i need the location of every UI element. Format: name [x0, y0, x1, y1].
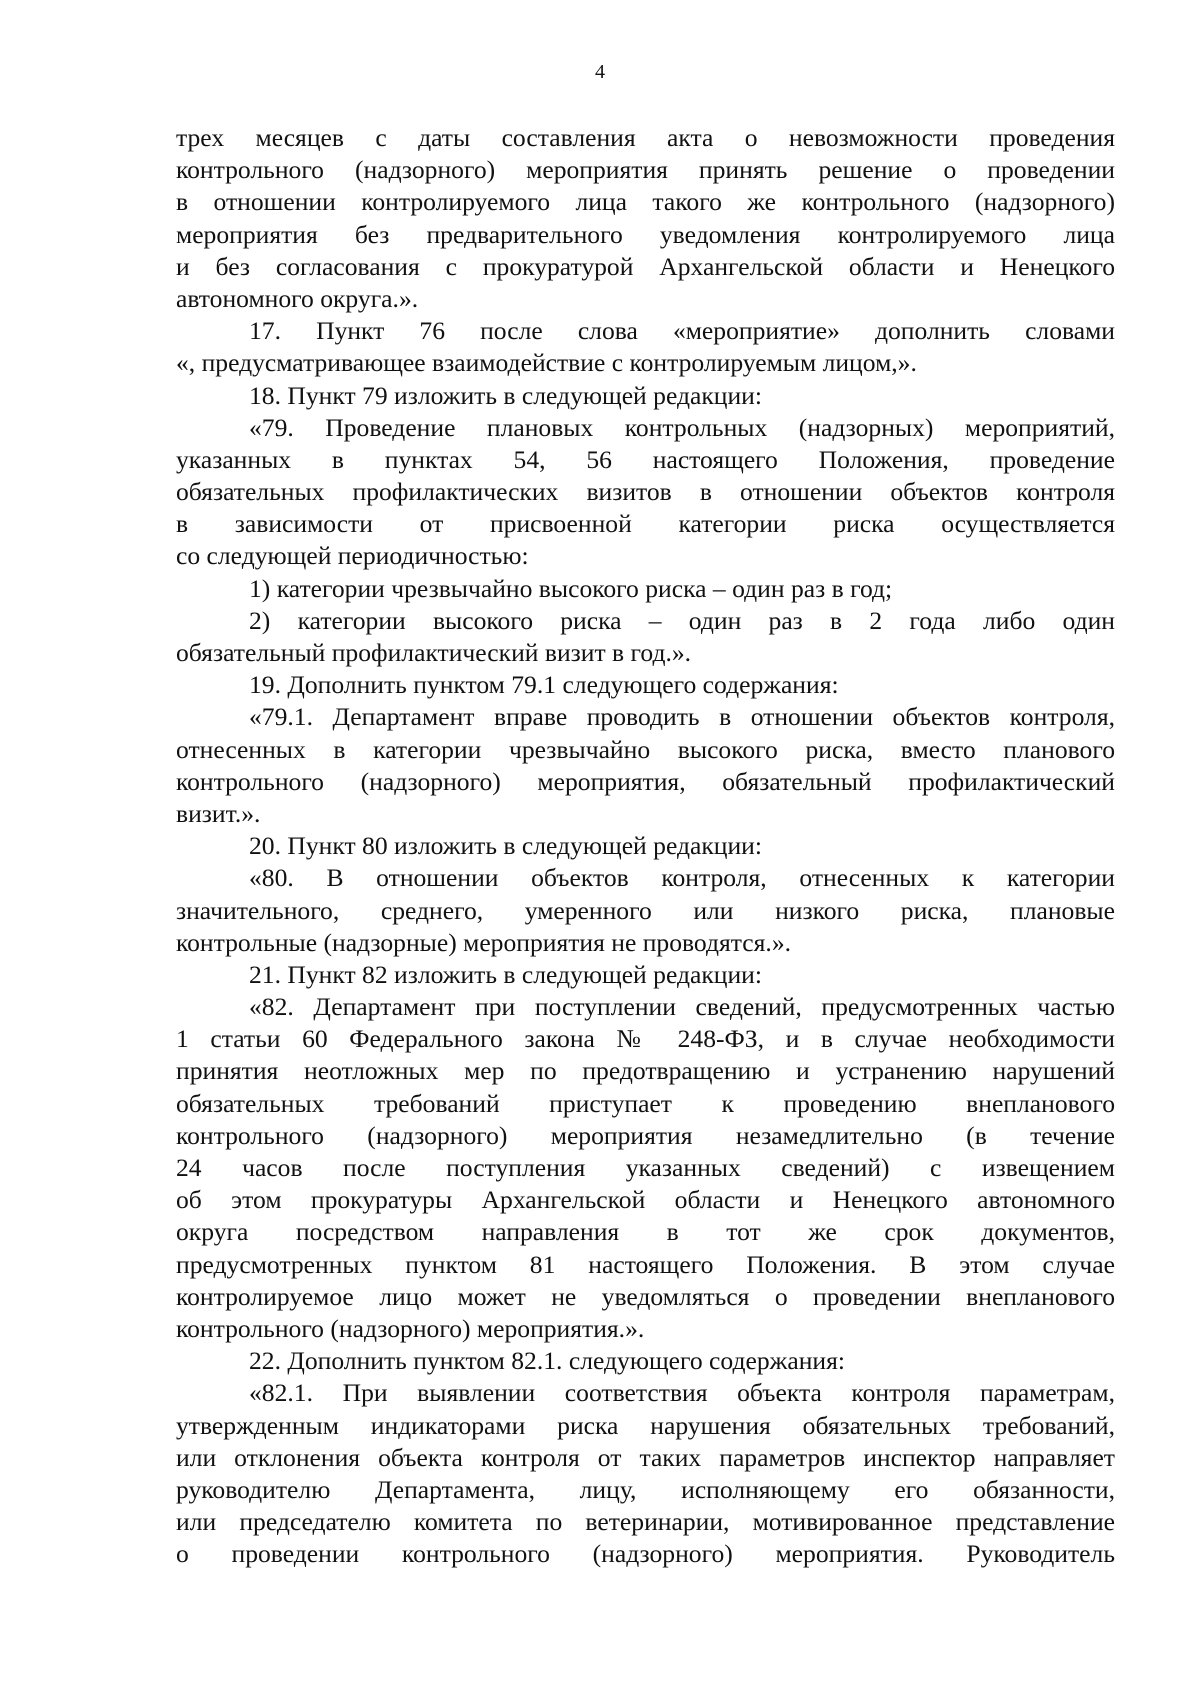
text-line: указанных в пунктах 54, 56 настоящего Положения, проведение	[176, 444, 1115, 474]
text-line: 20. Пункт 80 изложить в следующей редакции:	[249, 831, 762, 861]
text-line: контрольного (надзорного) мероприятия незамедлительно (в течение	[176, 1120, 1115, 1150]
text-line: предусмотренных пунктом 81 настоящего Положения. В этом случае	[176, 1249, 1115, 1279]
text-line: обязательных профилактических визитов в отношении объектов контроля	[176, 477, 1115, 507]
text-line: «82.1. При выявлении соответствия объекта контроля параметрам,	[249, 1378, 1115, 1408]
text-line: в зависимости от присвоенной категории риска осуществляется	[176, 509, 1115, 539]
text-line: контрольного (надзорного) мероприятия, обязательный профилактический	[176, 766, 1115, 796]
text-line: значительного, среднего, умеренного или низкого риска, плановые	[176, 895, 1115, 925]
text-line: трех месяцев с даты составления акта о невозможности проведения	[176, 123, 1115, 152]
text-line: принятия неотложных мер по предотвращению и устранению нарушений	[176, 1056, 1115, 1086]
text-line: «82. Департамент при поступлении сведений, предусмотренных частью	[249, 992, 1115, 1022]
text-line: 24 часов после поступления указанных сведений) с извещением	[176, 1153, 1115, 1182]
text-line: визит.».	[176, 798, 261, 828]
text-line: 18. Пункт 79 изложить в следующей редакции:	[249, 380, 762, 410]
text-line: контрольного (надзорного) мероприятия принять решение о проведении	[176, 155, 1115, 185]
text-line: о проведении контрольного (надзорного) мероприятия. Руководитель	[176, 1539, 1115, 1569]
document-body	[176, 122, 1115, 1570]
text-line: в отношении контролируемого лица такого же контрольного (надзорного)	[176, 187, 1115, 217]
text-line: руководителю Департамента, лицу, исполняющему его обязанности,	[176, 1474, 1115, 1504]
text-line: контрольного (надзорного) мероприятия.».	[176, 1313, 645, 1343]
text-line: 2) категории высокого риска – один раз в 2 года либо один	[249, 605, 1115, 635]
text-line: «79. Проведение плановых контрольных (надзорных) мероприятий,	[249, 412, 1115, 442]
text-line: или отклонения объекта контроля от таких параметров инспектор направляет	[176, 1442, 1115, 1472]
text-line: автономного округа.».	[176, 283, 419, 313]
text-line: «80. В отношении объектов контроля, отнесенных к категории	[249, 863, 1115, 893]
text-line: контрольные (надзорные) мероприятия не проводятся.».	[176, 927, 792, 957]
text-line: 1 статьи 60 Федерального закона № 248-ФЗ, и в случае необходимости	[176, 1024, 1115, 1054]
text-line: об этом прокуратуры Архангельской области и Ненецкого автономного	[176, 1185, 1115, 1215]
text-line: отнесенных в категории чрезвычайно высокого риска, вместо планового	[176, 734, 1115, 764]
text-line: и без согласования с прокуратурой Архангельской области и Ненецкого	[176, 251, 1115, 281]
text-line: 1) категории чрезвычайно высокого риска – один раз в год;	[249, 573, 893, 603]
page-number: 4	[595, 61, 605, 83]
text-line: обязательный профилактический визит в год.».	[176, 638, 692, 667]
text-line: 21. Пункт 82 изложить в следующей редакции:	[249, 959, 762, 989]
text-line: со следующей периодичностью:	[176, 541, 529, 571]
text-line: 22. Дополнить пунктом 82.1. следующего содержания:	[249, 1346, 845, 1376]
text-line: утвержденным индикаторами риска нарушения обязательных требований,	[176, 1410, 1115, 1440]
text-line: 19. Дополнить пунктом 79.1 следующего содержания:	[249, 670, 839, 700]
text-line: «, предусматривающее взаимодействие с контролируемым лицом,».	[176, 348, 917, 378]
text-line: контролируемое лицо может не уведомляться о проведении внепланового	[176, 1281, 1115, 1311]
text-line: обязательных требований приступает к проведению внепланового	[176, 1088, 1115, 1118]
text-line: округа посредством направления в тот же срок документов,	[176, 1217, 1115, 1247]
text-line: мероприятия без предварительного уведомления контролируемого лица	[176, 219, 1115, 249]
text-line: или председателю комитета по ветеринарии, мотивированное представление	[176, 1507, 1115, 1537]
text-line: 17. Пункт 76 после слова «мероприятие» дополнить словами	[249, 316, 1115, 346]
text-line: «79.1. Департамент вправе проводить в отношении объектов контроля,	[249, 702, 1115, 732]
